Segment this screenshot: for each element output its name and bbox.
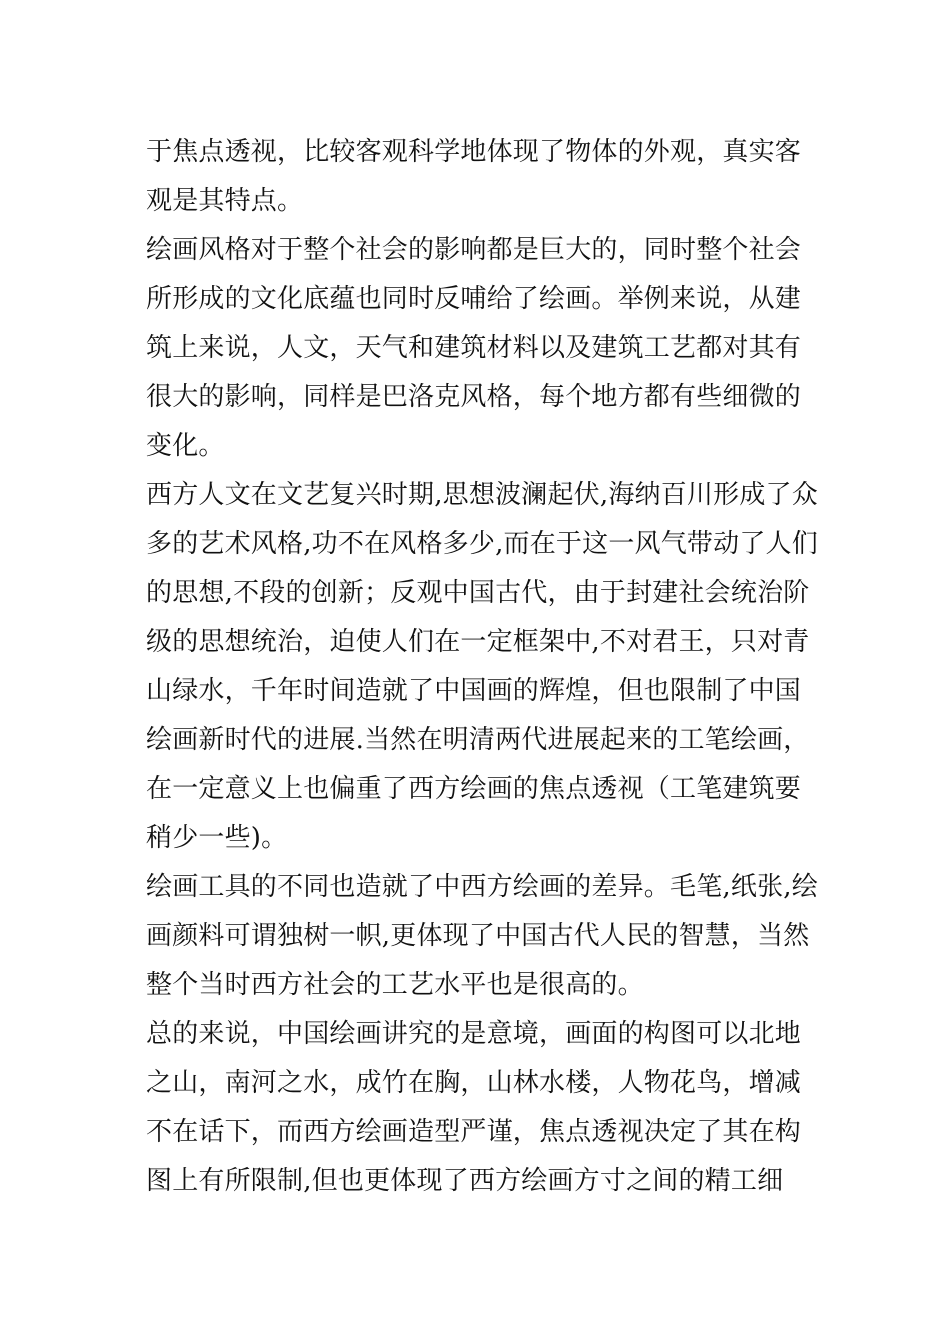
text-line: 于焦点透视，比较客观科学地体现了物体的外观，真实客 <box>146 137 802 167</box>
text-line: 总的来说，中国绘画讲究的是意境，画面的构图可以北地 <box>146 1019 802 1049</box>
text-line: 图上有所限制,但也更体现了西方绘画方寸之间的精工细 <box>146 1166 784 1196</box>
text-line: 整个当时西方社会的工艺水平也是很高的。 <box>146 970 644 1000</box>
text-line: 绘画工具的不同也造就了中西方绘画的差异。毛笔,纸张,绘 <box>146 872 818 902</box>
text-line: 山绿水，千年时间造就了中国画的辉煌，但也限制了中国 <box>146 676 802 706</box>
text-line: 之山，南河之水，成竹在胸，山林水楼，人物花鸟，增减 <box>146 1068 802 1098</box>
text-line: 绘画新时代的进展.当然在明清两代进展起来的工笔绘画， <box>146 725 810 755</box>
text-line: 变化。 <box>146 431 225 461</box>
body-text <box>146 128 818 1206</box>
text-line: 多的艺术风格,功不在风格多少,而在于这一风气带动了人们 <box>146 529 818 559</box>
text-line: 画颜料可谓独树一帜,更体现了中国古代人民的智慧，当然 <box>146 921 810 951</box>
text-line: 筑上来说，人文，天气和建筑材料以及建筑工艺都对其有 <box>146 333 802 363</box>
text-line: 绘画风格对于整个社会的影响都是巨大的，同时整个社会 <box>146 235 802 265</box>
text-line: 不在话下，而西方绘画造型严谨，焦点透视决定了其在构 <box>146 1117 802 1147</box>
text-line: 很大的影响，同样是巴洛克风格，每个地方都有些细微的 <box>146 382 802 412</box>
text-line: 西方人文在文艺复兴时期,思想波澜起伏,海纳百川形成了众 <box>146 480 818 510</box>
text-line: 稍少一些)。 <box>146 823 288 853</box>
text-line: 所形成的文化底蕴也同时反哺给了绘画。举例来说，从建 <box>146 284 802 314</box>
text-line: 在一定意义上也偏重了西方绘画的焦点透视（工笔建筑要 <box>146 774 802 804</box>
text-line: 观是其特点。 <box>146 186 304 216</box>
text-line: 的思想,不段的创新；反观中国古代，由于封建社会统治阶 <box>146 578 810 608</box>
text-line: 级的思想统治，迫使人们在一定框架中,不对君王，只对青 <box>146 627 810 657</box>
